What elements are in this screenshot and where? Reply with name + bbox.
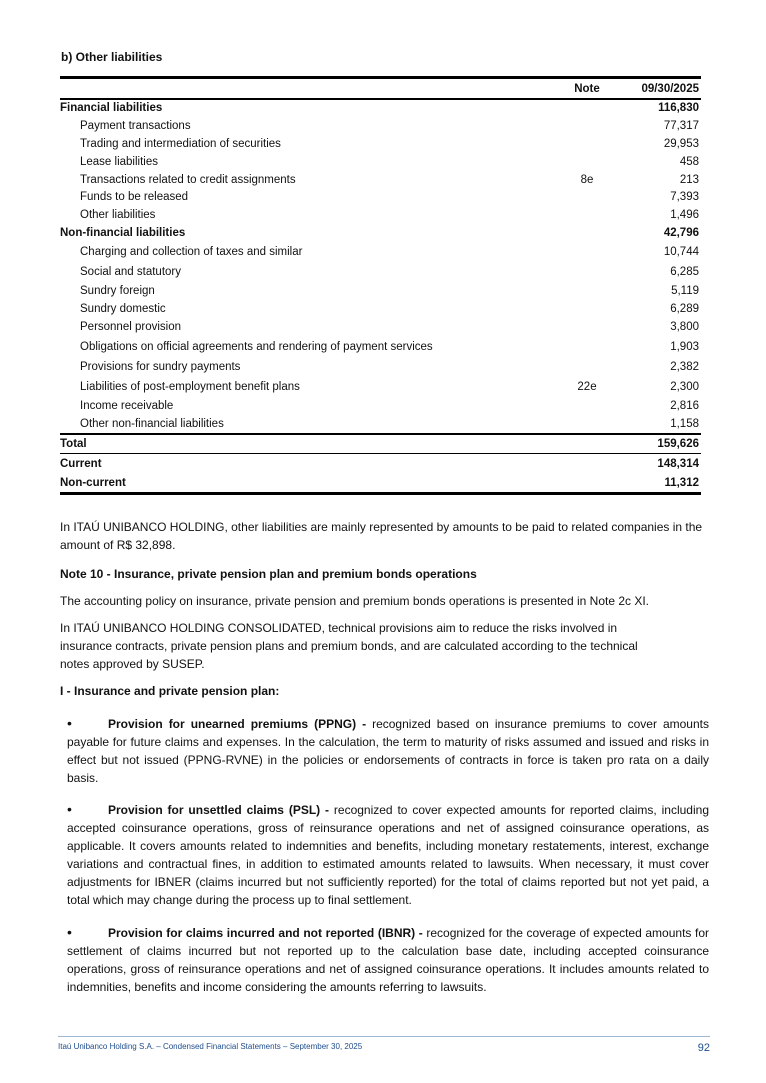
related-companies-paragraph: In ITAÚ UNIBANCO HOLDING, other liabilities are mainly represented by amounts to be paid to related companies in the amount of R$ 32,898. bbox=[60, 520, 703, 552]
row-note: 22e bbox=[577, 381, 597, 394]
accounting-policy-paragraph: The accounting policy on insurance, private pension and premium bonds operations is presented in Note 2c XI. bbox=[60, 594, 650, 608]
bullet-text: recognized to cover expected amounts for reported claims, including accepted coinsurance operations, gross of reinsurance operations and net of assigned coinsurance operations, as applicable. It covers amounts related to indemnities and benefits, including monetary restatements, interest, exchange variations and contractual fines, in addition to estimated amounts related to lawsuits. When necessary, it must cover adjustments for IBNER (claims incurred but not sufficiently reported) for the total of claims reported but not yet paid, a total which may change during the process up to final settlement. bbox=[67, 803, 709, 907]
row-value: 6,285 bbox=[670, 265, 699, 278]
bullet-text: recognized for the coverage of expected amounts for settlement of claims incurred but not reported up to the calculation base date, including accepted coinsurance operations, gross of reinsurance operations and net of assigned coinsurance operations. It includes amounts related to indemnities, benefits and income considering the amounts referring to lawsuits. bbox=[67, 926, 709, 994]
row-label: Charging and collection of taxes and similar bbox=[80, 245, 303, 258]
row-value: 77,317 bbox=[663, 120, 699, 133]
table-row bbox=[60, 317, 701, 337]
note-10-title: Note 10 - Insurance, private pension plan and premium bonds operations bbox=[60, 567, 477, 581]
bullet-ibnr bbox=[67, 923, 709, 996]
table-row bbox=[60, 300, 701, 318]
table-group-row bbox=[60, 224, 701, 242]
table-row bbox=[60, 397, 701, 415]
non-current-value: 11,312 bbox=[664, 476, 699, 489]
bullet-icon: • bbox=[67, 801, 72, 817]
bullet-ppng bbox=[67, 714, 709, 787]
row-label: Income receivable bbox=[80, 400, 174, 413]
row-label: Trading and intermediation of securities bbox=[80, 137, 281, 150]
table-row bbox=[60, 117, 701, 135]
table-row bbox=[60, 135, 701, 153]
table-row bbox=[60, 377, 701, 397]
other-liabilities-table bbox=[60, 76, 701, 495]
row-value: 2,382 bbox=[670, 361, 699, 374]
row-label: Other non-financial liabilities bbox=[80, 418, 224, 431]
bullet-term: Provision for claims incurred and not reported (IBNR) - bbox=[108, 926, 423, 940]
bullet-icon: • bbox=[67, 924, 72, 940]
row-label: Obligations on official agreements and rendering of payment services bbox=[80, 341, 433, 354]
row-value: 5,119 bbox=[671, 284, 699, 297]
row-note: 8e bbox=[580, 173, 594, 186]
current-label: Current bbox=[60, 457, 102, 470]
bullet-icon: • bbox=[67, 715, 72, 731]
bullet-term: Provision for unearned premiums (PPNG) - bbox=[108, 717, 367, 731]
row-label: Sundry foreign bbox=[80, 284, 155, 297]
row-label: Financial liabilities bbox=[60, 102, 163, 115]
row-value: 42,796 bbox=[663, 226, 699, 239]
table-row bbox=[60, 188, 701, 206]
total-label: Total bbox=[60, 437, 87, 450]
row-label: Transactions related to credit assignments bbox=[80, 173, 296, 186]
non-current-row bbox=[60, 473, 701, 492]
total-value: 159,626 bbox=[657, 437, 699, 450]
current-value: 148,314 bbox=[657, 457, 699, 470]
header-note: Note bbox=[574, 82, 600, 95]
row-value: 458 bbox=[679, 155, 699, 168]
row-label: Payment transactions bbox=[80, 120, 191, 133]
row-label: Social and statutory bbox=[80, 265, 182, 278]
bullet-term: Provision for unsettled claims (PSL) - bbox=[108, 803, 330, 817]
row-label: Personnel provision bbox=[80, 321, 182, 334]
row-value: 213 bbox=[679, 173, 699, 186]
row-value: 7,393 bbox=[670, 191, 699, 204]
table-header-row bbox=[60, 79, 701, 98]
row-label: Provisions for sundry payments bbox=[80, 361, 241, 374]
footer-rule bbox=[58, 1036, 710, 1037]
technical-provisions-paragraph: In ITAÚ UNIBANCO HOLDING CONSOLIDATED, technical provisions aim to reduce the risks involved in insurance contracts, private pension plans and premium bonds, and are calculated according to the technical notes approved by SUSEP. bbox=[60, 621, 638, 671]
table-row bbox=[60, 337, 701, 357]
row-value: 29,953 bbox=[663, 137, 699, 150]
table-row bbox=[60, 171, 701, 189]
footer-text: Itaú Unibanco Holding S.A. – Condensed Financial Statements – September 30, 2025 bbox=[58, 1042, 363, 1051]
page-number: 92 bbox=[697, 1042, 710, 1054]
bullet-psl bbox=[67, 800, 709, 909]
row-value: 2,300 bbox=[670, 381, 699, 394]
table-group-row bbox=[60, 100, 701, 118]
table-row bbox=[60, 206, 701, 224]
row-label: Sundry domestic bbox=[80, 302, 166, 315]
row-label: Other liabilities bbox=[80, 209, 156, 222]
row-value: 6,289 bbox=[670, 302, 699, 315]
row-label: Lease liabilities bbox=[80, 155, 158, 168]
total-row bbox=[60, 435, 701, 453]
header-period: 09/30/2025 bbox=[641, 82, 699, 95]
table-row bbox=[60, 242, 701, 262]
row-label: Funds to be released bbox=[80, 191, 189, 204]
table-row bbox=[60, 357, 701, 377]
subsection-title: I - Insurance and private pension plan: bbox=[60, 684, 280, 698]
row-value: 1,496 bbox=[670, 209, 699, 222]
row-value: 116,830 bbox=[658, 102, 699, 115]
row-value: 2,816 bbox=[670, 400, 699, 413]
row-label: Liabilities of post-employment benefit plans bbox=[80, 381, 300, 394]
row-value: 1,903 bbox=[670, 341, 699, 354]
row-value: 10,744 bbox=[663, 245, 699, 258]
table-row bbox=[60, 153, 701, 171]
table-row bbox=[60, 282, 701, 300]
row-value: 1,158 bbox=[670, 418, 699, 431]
row-value: 3,800 bbox=[670, 321, 699, 334]
table-bottom-rule bbox=[60, 492, 701, 495]
section-title: b) Other liabilities bbox=[61, 50, 163, 64]
bullet-text: recognized based on insurance premiums to cover amounts payable for future claims and expenses. In the calculation, the term to maturity of risks assumed and issued and risks in effect but not issued (PPNG-RVNE) in the policies or endorsements of contracts in force is taken pro rata on a daily basis. bbox=[67, 717, 709, 785]
table-row bbox=[60, 415, 701, 433]
current-row bbox=[60, 454, 701, 473]
table-body bbox=[60, 100, 701, 434]
row-label: Non-financial liabilities bbox=[60, 226, 186, 239]
table-row bbox=[60, 262, 701, 282]
non-current-label: Non-current bbox=[60, 476, 126, 489]
